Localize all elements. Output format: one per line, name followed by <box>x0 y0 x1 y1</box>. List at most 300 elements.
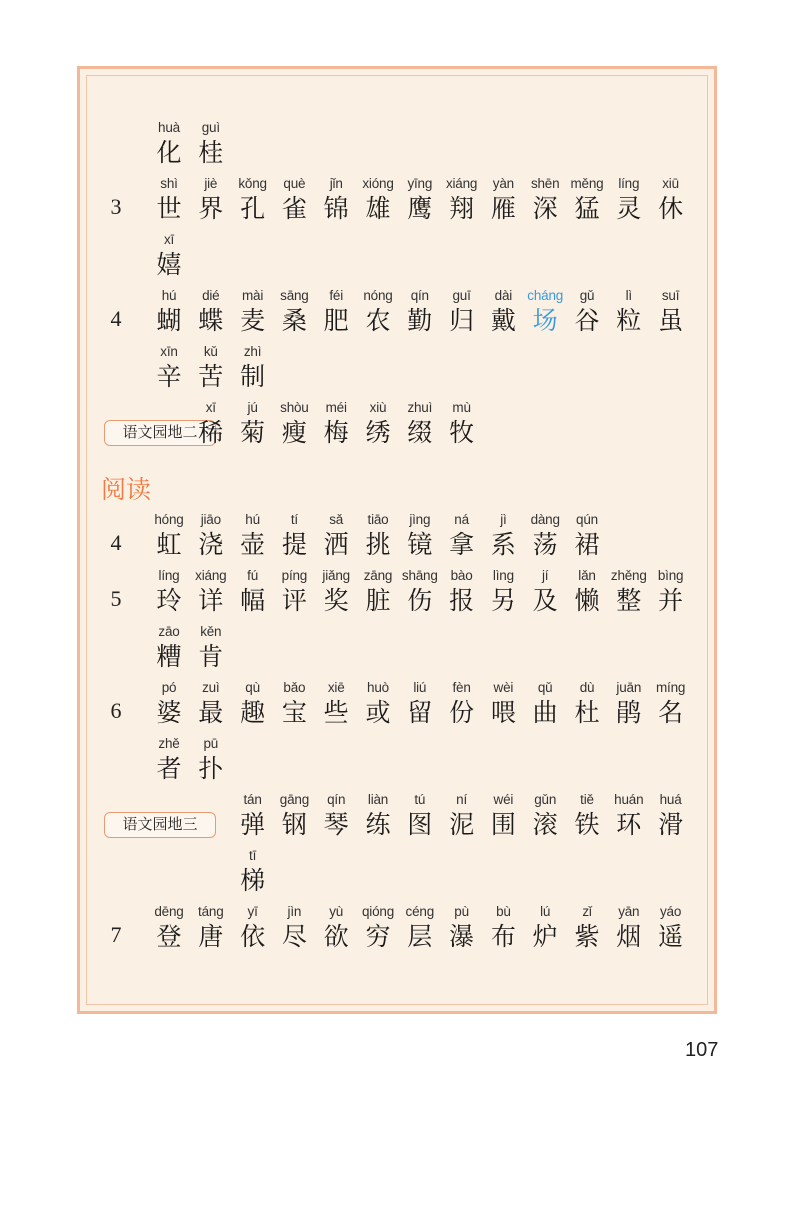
character-cell <box>482 566 524 616</box>
hanzi: 稀 <box>198 418 224 447</box>
character-cell <box>482 510 524 560</box>
character-cell <box>273 678 315 728</box>
character-cell <box>399 902 441 952</box>
pinyin: cháng <box>527 288 564 303</box>
hanzi: 缀 <box>407 418 433 447</box>
character-cell <box>441 398 483 448</box>
hanzi: 练 <box>365 810 391 839</box>
hanzi: 系 <box>490 530 516 559</box>
hanzi: 图 <box>407 810 433 839</box>
character-cell <box>566 678 608 728</box>
character-cell <box>608 902 650 952</box>
pinyin: xī <box>163 232 175 247</box>
character-row <box>0 846 793 906</box>
pinyin: kǒng <box>238 176 267 191</box>
hanzi: 浇 <box>198 530 224 559</box>
pinyin: xīn <box>160 344 178 359</box>
hanzi: 桂 <box>198 138 224 167</box>
character-cell <box>441 174 483 224</box>
hanzi: 糟 <box>156 642 182 671</box>
pinyin: hú <box>161 288 177 303</box>
pinyin: pó <box>161 680 177 695</box>
hanzi: 梯 <box>240 866 266 895</box>
hanzi: 报 <box>449 586 475 615</box>
pinyin: jì <box>500 512 507 527</box>
hanzi: 肯 <box>198 642 224 671</box>
pinyin: bù <box>496 904 511 919</box>
pinyin: zǐ <box>582 904 592 919</box>
character-cell <box>273 286 315 336</box>
character-cell <box>650 174 692 224</box>
hanzi: 扑 <box>198 754 224 783</box>
pinyin: míng <box>655 680 686 695</box>
hanzi: 趣 <box>240 698 266 727</box>
character-cell <box>232 678 274 728</box>
hanzi: 粒 <box>616 306 642 335</box>
character-cell <box>190 174 232 224</box>
character-cell <box>148 678 190 728</box>
character-cell <box>232 790 274 840</box>
pinyin: jǐn <box>329 176 343 191</box>
hanzi: 雄 <box>365 194 391 223</box>
hanzi: 幅 <box>240 586 266 615</box>
character-cell <box>190 510 232 560</box>
character-cell <box>232 174 274 224</box>
hanzi: 弹 <box>240 810 266 839</box>
hanzi: 挑 <box>365 530 391 559</box>
character-cell <box>273 398 315 448</box>
character-cell <box>273 174 315 224</box>
pinyin: xiáng <box>445 176 478 191</box>
character-cell <box>524 678 566 728</box>
character-cell <box>232 398 274 448</box>
pinyin: jiāo <box>200 512 221 527</box>
pinyin: qǔ <box>537 680 553 695</box>
hanzi: 铁 <box>574 810 600 839</box>
pinyin: guī <box>452 288 471 303</box>
hanzi: 尽 <box>281 922 307 951</box>
hanzi: 梅 <box>323 418 349 447</box>
character-cell <box>608 286 650 336</box>
character-cell <box>232 286 274 336</box>
pinyin: ní <box>456 792 468 807</box>
pinyin: tí <box>290 512 298 527</box>
character-cell <box>357 790 399 840</box>
character-cell <box>608 174 650 224</box>
character-cell <box>482 902 524 952</box>
character-cell <box>190 734 232 784</box>
pinyin: lú <box>540 904 551 919</box>
character-cell <box>441 566 483 616</box>
character-cell <box>357 286 399 336</box>
pinyin: dù <box>579 680 595 695</box>
character-cell <box>566 790 608 840</box>
pinyin: mài <box>242 288 264 303</box>
lesson-number: 4 <box>110 530 122 555</box>
pinyin: fú <box>247 568 259 583</box>
pinyin: pū <box>203 736 219 751</box>
hanzi: 裙 <box>574 530 600 559</box>
hanzi: 滚 <box>532 810 558 839</box>
lesson-number: 4 <box>110 306 122 331</box>
lesson-number: 3 <box>110 194 122 219</box>
hanzi: 蝶 <box>198 306 224 335</box>
pinyin: shēn <box>530 176 560 191</box>
pinyin: jiǎng <box>322 568 350 583</box>
hanzi: 琴 <box>323 810 349 839</box>
pinyin: dēng <box>154 904 184 919</box>
character-cell <box>232 902 274 952</box>
page-number: 107 <box>685 1039 719 1061</box>
pinyin: juān <box>616 680 642 695</box>
character-cell <box>148 566 190 616</box>
section-heading: 阅读 <box>101 475 152 504</box>
pinyin: qín <box>410 288 429 303</box>
character-cell <box>190 902 232 952</box>
pinyin: kǔ <box>203 344 218 359</box>
character-cell <box>357 510 399 560</box>
character-cell <box>315 566 357 616</box>
pinyin: yáo <box>660 904 682 919</box>
pinyin: liàn <box>367 792 389 807</box>
pinyin: ná <box>454 512 469 527</box>
character-row <box>0 790 793 850</box>
section-tag: 语文园地三 <box>104 812 216 838</box>
hanzi: 洒 <box>323 530 349 559</box>
hanzi: 伤 <box>407 586 433 615</box>
hanzi: 深 <box>532 194 558 223</box>
hanzi: 归 <box>449 306 475 335</box>
pinyin: guì <box>201 120 220 135</box>
hanzi: 休 <box>658 194 684 223</box>
character-row <box>0 118 793 178</box>
pinyin: céng <box>405 904 435 919</box>
character-cell <box>608 678 650 728</box>
character-cell <box>441 286 483 336</box>
character-cell <box>524 902 566 952</box>
pinyin: tiě <box>580 792 594 807</box>
pinyin: qín <box>327 792 346 807</box>
hanzi: 围 <box>490 810 516 839</box>
character-cell <box>273 510 315 560</box>
character-cell <box>357 902 399 952</box>
pinyin: jìng <box>409 512 431 527</box>
pinyin: gǔn <box>534 792 557 807</box>
pinyin: wéi <box>493 792 514 807</box>
hanzi: 雁 <box>490 194 516 223</box>
character-cell <box>232 566 274 616</box>
character-cell <box>650 902 692 952</box>
character-cell <box>190 118 232 168</box>
pinyin: shāng <box>401 568 438 583</box>
pinyin: zhěng <box>610 568 647 583</box>
pinyin: zhì <box>243 344 262 359</box>
character-cell <box>566 174 608 224</box>
pinyin: féi <box>329 288 344 303</box>
hanzi: 唐 <box>198 922 224 951</box>
hanzi: 麦 <box>240 306 266 335</box>
pinyin: yī <box>247 904 258 919</box>
hanzi: 瀑 <box>449 922 475 951</box>
pinyin: méi <box>325 400 347 415</box>
character-cell <box>273 790 315 840</box>
pinyin: dié <box>202 288 220 303</box>
character-cell <box>482 286 524 336</box>
pinyin: huán <box>614 792 644 807</box>
character-cell <box>608 790 650 840</box>
character-cell <box>232 510 274 560</box>
hanzi: 留 <box>407 698 433 727</box>
hanzi: 宝 <box>281 698 307 727</box>
character-cell <box>148 902 190 952</box>
pinyin: gāng <box>279 792 309 807</box>
hanzi: 布 <box>490 922 516 951</box>
character-cell <box>148 342 190 392</box>
pinyin: yù <box>329 904 344 919</box>
hanzi: 农 <box>365 306 391 335</box>
character-cell <box>650 566 692 616</box>
pinyin: sāng <box>280 288 309 303</box>
character-cell <box>399 398 441 448</box>
hanzi: 猛 <box>574 194 600 223</box>
hanzi: 或 <box>365 698 391 727</box>
hanzi: 婆 <box>156 698 182 727</box>
character-cell <box>524 286 566 336</box>
pinyin: wèi <box>493 680 514 695</box>
pinyin: qún <box>576 512 598 527</box>
pinyin: yàn <box>492 176 514 191</box>
hanzi: 名 <box>658 698 684 727</box>
character-row <box>0 902 793 962</box>
pinyin: lìng <box>492 568 514 583</box>
character-cell <box>148 118 190 168</box>
hanzi: 勤 <box>407 306 433 335</box>
hanzi: 鹃 <box>616 698 642 727</box>
pinyin: què <box>283 176 306 191</box>
pinyin: gǔ <box>579 288 595 303</box>
character-cell <box>190 678 232 728</box>
hanzi: 蝴 <box>156 306 182 335</box>
hanzi: 并 <box>658 586 684 615</box>
pinyin: kěn <box>200 624 222 639</box>
hanzi: 层 <box>407 922 433 951</box>
character-cell <box>399 510 441 560</box>
hanzi: 菊 <box>240 418 266 447</box>
character-cell <box>315 398 357 448</box>
hanzi: 脏 <box>365 586 391 615</box>
pinyin: xióng <box>362 176 394 191</box>
pinyin: qióng <box>361 904 395 919</box>
pinyin: lǎn <box>578 568 596 583</box>
pinyin: shòu <box>280 400 309 415</box>
character-cell <box>148 510 190 560</box>
pinyin: táng <box>198 904 224 919</box>
hanzi: 壶 <box>240 530 266 559</box>
character-row <box>0 398 793 458</box>
character-cell <box>190 622 232 672</box>
pinyin: yān <box>618 904 640 919</box>
character-row <box>0 566 793 626</box>
character-row <box>0 622 793 682</box>
hanzi: 拿 <box>449 530 475 559</box>
hanzi: 灵 <box>616 194 642 223</box>
hanzi: 翔 <box>449 194 475 223</box>
hanzi: 瘦 <box>281 418 307 447</box>
pinyin: lì <box>625 288 632 303</box>
character-cell <box>232 846 274 896</box>
character-cell <box>482 790 524 840</box>
hanzi: 穷 <box>365 922 391 951</box>
lesson-number: 5 <box>110 586 122 611</box>
character-cell <box>566 286 608 336</box>
pinyin: zāng <box>363 568 393 583</box>
hanzi: 欲 <box>323 922 349 951</box>
character-cell <box>190 398 232 448</box>
lesson-number: 7 <box>110 922 122 947</box>
character-cell <box>524 174 566 224</box>
pinyin: zhě <box>158 736 180 751</box>
hanzi: 雀 <box>281 194 307 223</box>
character-cell <box>315 790 357 840</box>
hanzi: 详 <box>198 586 224 615</box>
pinyin: xiē <box>327 680 345 695</box>
pinyin: liú <box>413 680 427 695</box>
character-cell <box>357 398 399 448</box>
pinyin: dài <box>494 288 513 303</box>
pinyin: jiè <box>204 176 218 191</box>
hanzi: 提 <box>281 530 307 559</box>
character-cell <box>273 902 315 952</box>
pinyin: hóng <box>154 512 184 527</box>
hanzi: 烟 <box>616 922 642 951</box>
character-cell <box>441 790 483 840</box>
character-cell <box>148 230 190 280</box>
character-cell <box>232 342 274 392</box>
pinyin: zāo <box>158 624 180 639</box>
hanzi: 曲 <box>532 698 558 727</box>
pinyin: huá <box>659 792 682 807</box>
character-cell <box>315 510 357 560</box>
hanzi: 辛 <box>156 362 182 391</box>
character-row <box>0 510 793 570</box>
hanzi: 紫 <box>574 922 600 951</box>
character-cell <box>190 286 232 336</box>
pinyin: tán <box>243 792 262 807</box>
character-cell <box>315 678 357 728</box>
character-cell <box>399 678 441 728</box>
hanzi: 依 <box>240 922 266 951</box>
pinyin: měng <box>570 176 604 191</box>
hanzi: 制 <box>240 362 266 391</box>
character-cell <box>399 566 441 616</box>
character-cell <box>441 510 483 560</box>
hanzi: 炉 <box>532 922 558 951</box>
character-row <box>0 678 793 738</box>
character-row <box>0 230 793 290</box>
hanzi: 牧 <box>449 418 475 447</box>
hanzi: 遥 <box>658 922 684 951</box>
pinyin: sǎ <box>329 512 344 527</box>
pinyin: jú <box>247 400 258 415</box>
pinyin: zhuì <box>407 400 433 415</box>
pinyin: huò <box>367 680 389 695</box>
hanzi: 滑 <box>658 810 684 839</box>
character-cell <box>315 174 357 224</box>
hanzi: 场 <box>532 306 558 335</box>
pinyin: xī <box>205 400 216 415</box>
character-cell <box>148 622 190 672</box>
character-cell <box>357 566 399 616</box>
hanzi: 桑 <box>281 306 307 335</box>
hanzi: 虽 <box>658 306 684 335</box>
character-row <box>0 174 793 234</box>
pinyin: bǎo <box>283 680 306 695</box>
hanzi: 谷 <box>574 306 600 335</box>
pinyin: nóng <box>363 288 393 303</box>
character-cell <box>315 286 357 336</box>
hanzi: 钢 <box>281 810 307 839</box>
pinyin: suī <box>661 288 680 303</box>
hanzi: 嬉 <box>156 250 182 279</box>
hanzi: 化 <box>156 138 182 167</box>
pinyin: tī <box>249 848 257 863</box>
character-cell <box>566 902 608 952</box>
character-cell <box>441 902 483 952</box>
character-cell <box>357 678 399 728</box>
character-cell <box>399 174 441 224</box>
character-cell <box>524 790 566 840</box>
pinyin: tiāo <box>367 512 389 527</box>
hanzi: 及 <box>532 586 558 615</box>
pinyin: xiù <box>369 400 387 415</box>
hanzi: 世 <box>156 194 182 223</box>
pinyin: píng <box>281 568 308 583</box>
pinyin: mù <box>452 400 471 415</box>
hanzi: 些 <box>323 698 349 727</box>
hanzi: 份 <box>449 698 475 727</box>
pinyin: qù <box>245 680 260 695</box>
pinyin: zuì <box>202 680 220 695</box>
character-cell <box>148 286 190 336</box>
pinyin: fèn <box>452 680 471 695</box>
character-row <box>0 342 793 402</box>
character-cell <box>524 510 566 560</box>
pinyin: pù <box>454 904 469 919</box>
pinyin: xiū <box>662 176 679 191</box>
character-cell <box>190 566 232 616</box>
section-tag: 语文园地二 <box>104 420 216 446</box>
hanzi: 另 <box>490 586 516 615</box>
character-cell <box>650 790 692 840</box>
character-cell <box>399 286 441 336</box>
character-cell <box>524 566 566 616</box>
character-cell <box>566 566 608 616</box>
character-cell <box>482 678 524 728</box>
character-cell <box>190 342 232 392</box>
character-cell <box>650 286 692 336</box>
hanzi: 整 <box>616 586 642 615</box>
hanzi: 镜 <box>407 530 433 559</box>
character-cell <box>148 174 190 224</box>
hanzi: 界 <box>198 194 224 223</box>
pinyin: xiáng <box>195 568 227 583</box>
character-cell <box>441 678 483 728</box>
pinyin: dàng <box>530 512 560 527</box>
character-cell <box>315 902 357 952</box>
hanzi: 环 <box>616 810 642 839</box>
hanzi: 绣 <box>365 418 391 447</box>
character-row <box>0 286 793 346</box>
